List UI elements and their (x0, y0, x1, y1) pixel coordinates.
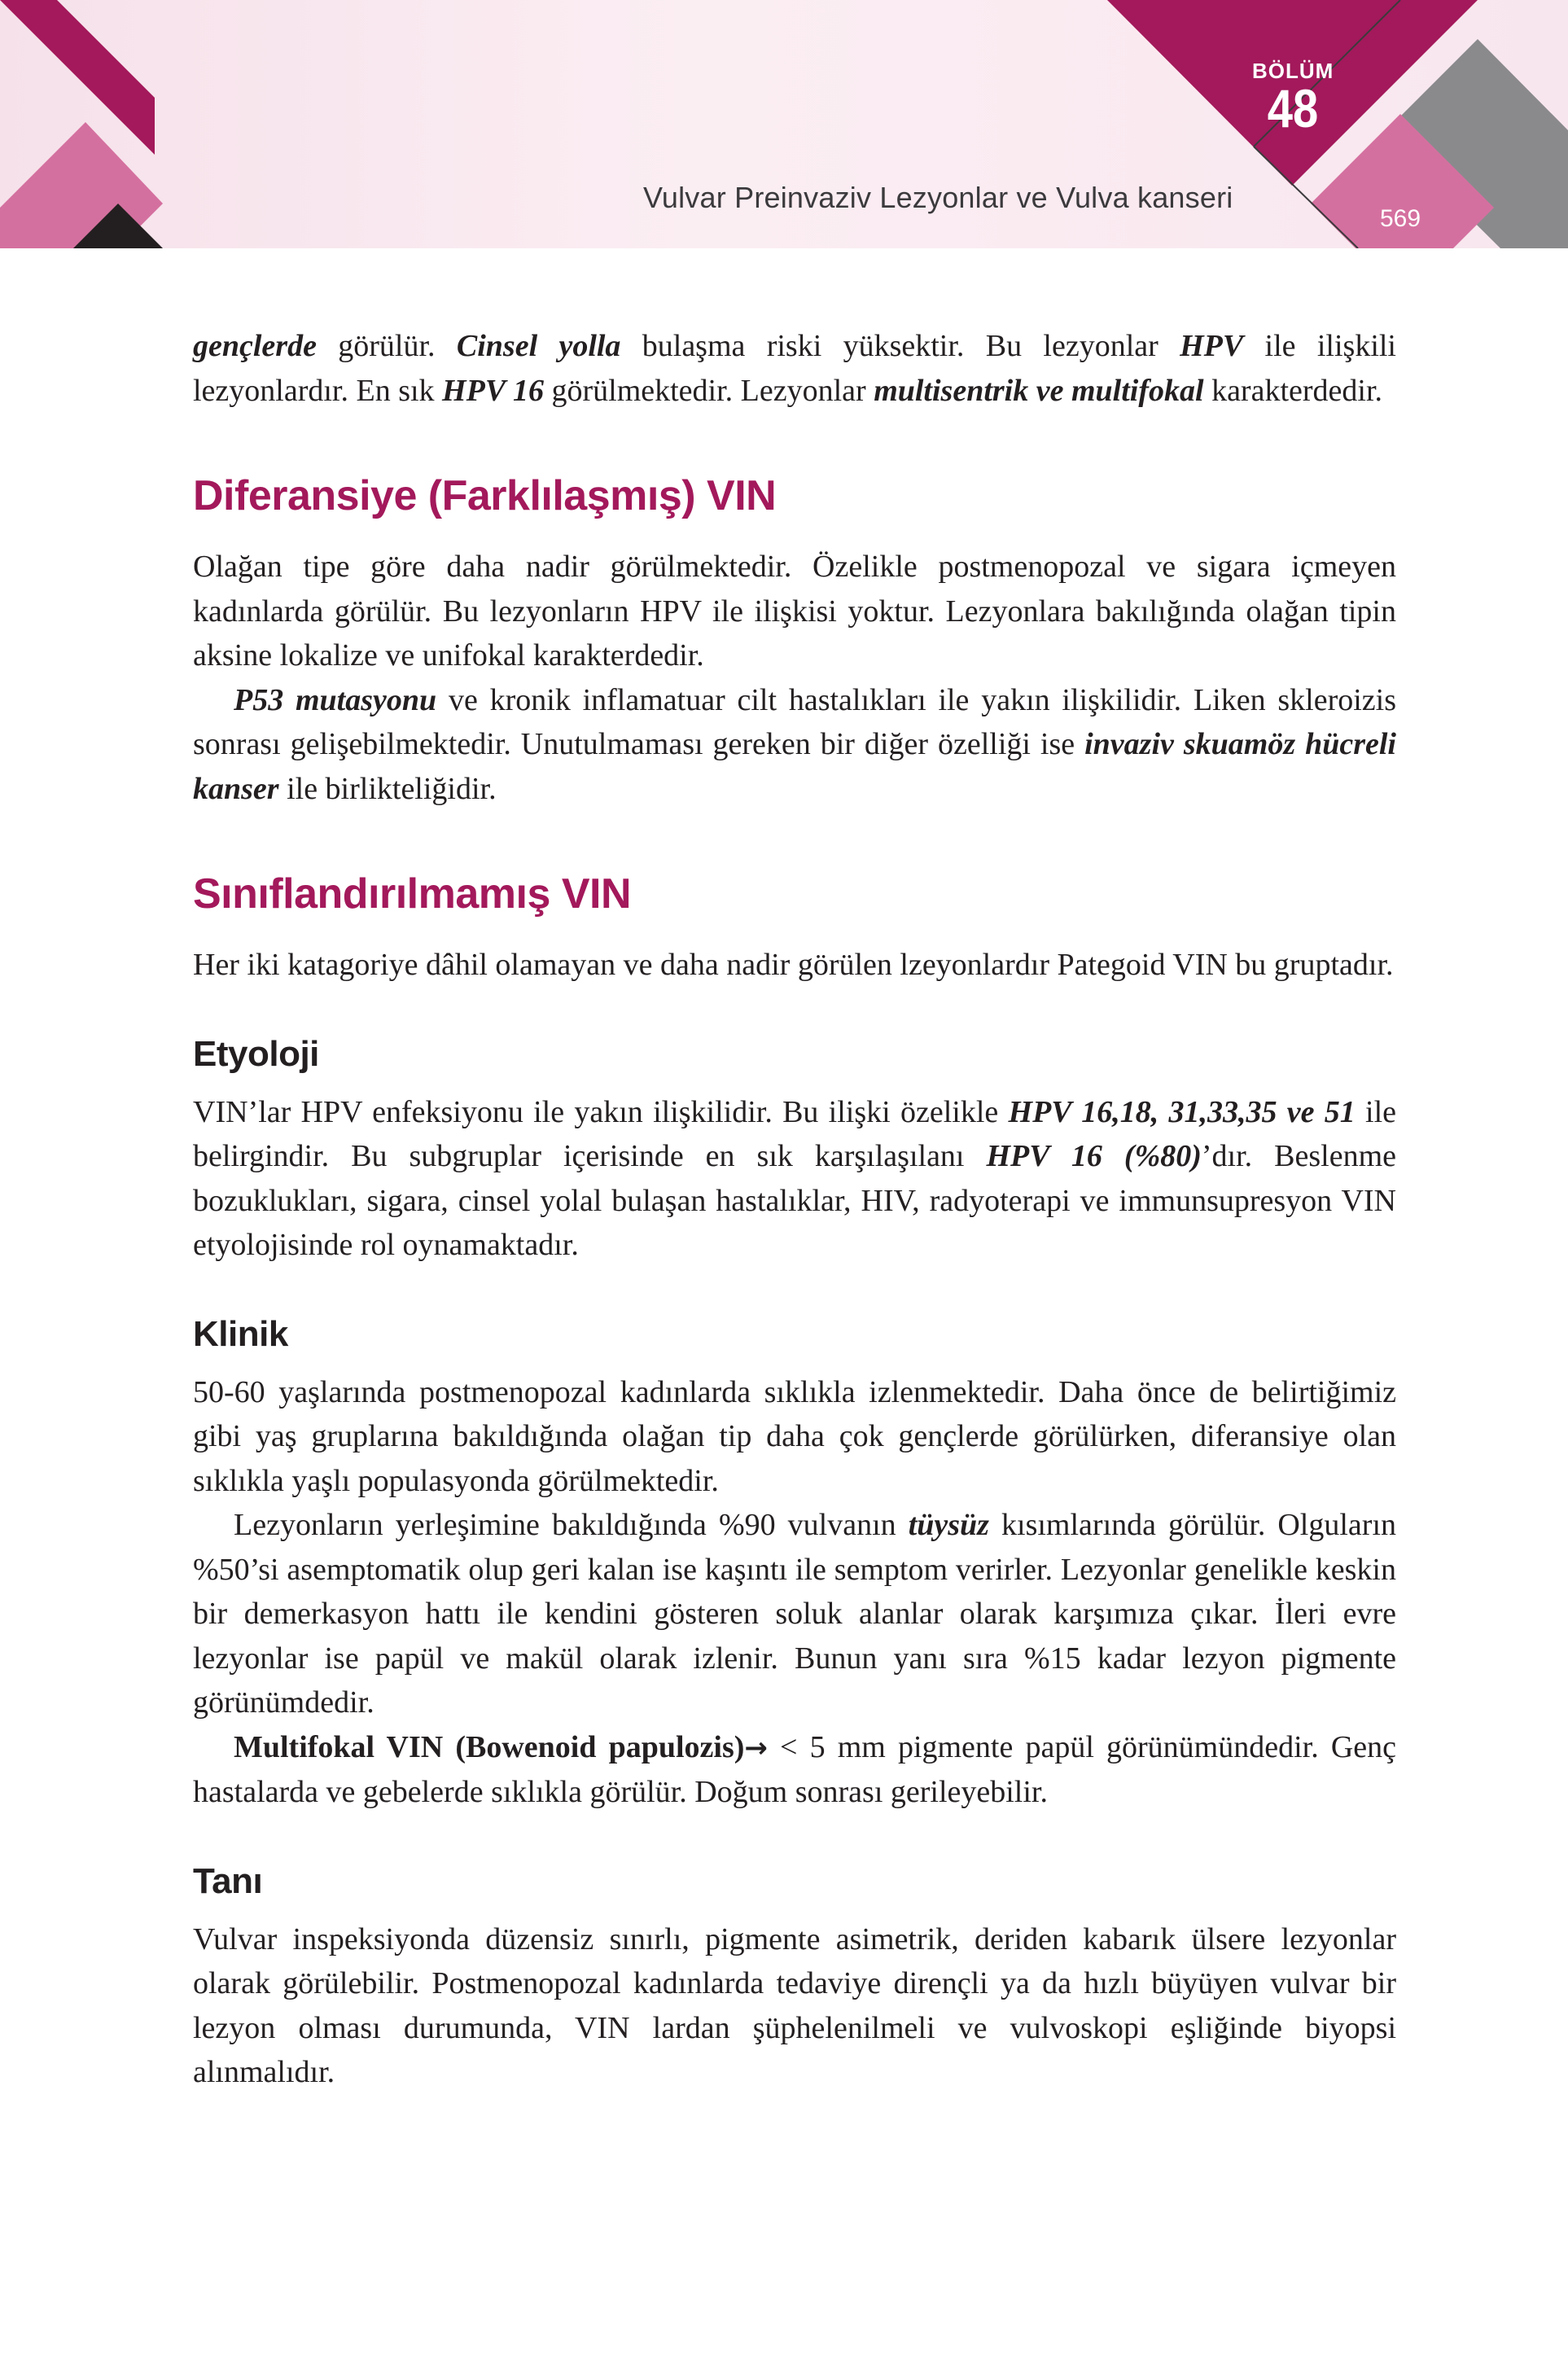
klinik-paragraph-3 (193, 1725, 1396, 1815)
text-run: kısımlarında görülür. Olguların %50’si asemptomatik olup geri kalan ise kaşıntı ile semptom verirler. Lezyonlar genelikle keskin bir demerkasyon hattı ile kendini gösteren soluk alanlar olarak karşımıza çıkar. İleri evre lezyonlar ise papül ve makül olarak izlenir. Bunun yanı sıra %15 kadar lezyon pigmente görünümdedir. (193, 1508, 1396, 1720)
siniflandirilmamis-paragraph: Her iki katagoriye dâhil olamayan ve daha nadir görülen lzeyonlardır Pategoid VIN bu gruptadır. (193, 948, 1394, 982)
heading-diferansiye-vin: Diferansiye (Farklılaşmış) VIN (193, 472, 777, 519)
page-header (0, 0, 1568, 248)
heading-siniflandirilmamis-vin: Sınıflandırılmamış VIN (193, 870, 632, 918)
etyoloji-paragraph (193, 1090, 1396, 1268)
klinik-paragraph-1: 50-60 yaşlarında postmenopozal kadınlarda sıklıkla izlenmektedir. Daha önce de belirtiğimiz gibi yaş gruplarına bakıldığında olağan tip daha çok gençlerde görülürken, diferansiye olan sıklıkla yaşlı populasyonda görülmektedir. (193, 1374, 1396, 1498)
klinik-paragraph-2 (193, 1503, 1396, 1725)
running-title: Vulvar Preinvaziv Lezyonlar ve Vulva kanseri (643, 181, 1233, 214)
text-emphasis: P53 mutasyonu (234, 682, 437, 717)
diferansiye-paragraph-1: Olağan tipe göre daha nadir görülmektedir. Özelikle postmenopozal ve sigara içmeyen kadınlarda görülür. Bu lezyonların HPV ile ilişkisi yoktur. Lezyonlara bakılığında olağan tipin aksine lokalize ve unifokal karakterdedir. (193, 550, 1396, 673)
text-run: bulaşma riski yüksektir. Bu lezyonlar (620, 329, 1180, 363)
text-run: ve kronik inflamatuar cilt hastalıkları ile yakın ilişkilidir. Liken skleroizis sonrası gelişebilmektedir. Unutulmaması gereken bir diğer özelliği ise (193, 682, 1396, 761)
text-emphasis: HPV (1180, 329, 1244, 363)
text-run: VIN’lar HPV enfeksiyonu ile yakın ilişkilidir. Bu ilişki özelikle (193, 1094, 1009, 1129)
text-emphasis: HPV 16 (%80) (986, 1139, 1202, 1173)
text-run: ’dır. Beslenme bozuklukları, sigara, cinsel yolal bulaşan hastalıklar, HIV, radyoterapi ve immunsupresyon VIN etyolojisinde rol oynamaktadır. (193, 1139, 1397, 1262)
text-run: < 5 mm pigmente papül görünümündedir. Genç hastalarda ve gebelerde sıklıkla görülür. Doğum sonrası gerileyebilir. (193, 1729, 1396, 1809)
text-run: ile birlikteliğidir. (278, 771, 497, 806)
heading-etyoloji: Etyoloji (193, 1033, 319, 1074)
text-emphasis: Cinsel yolla (456, 329, 621, 363)
heading-tani: Tanı (193, 1860, 263, 1901)
text-emphasis: gençlerde (193, 329, 317, 363)
text-run: ile belirgindir. Bu subgruplar içerisinde en sık karşılaşılanı (193, 1094, 1396, 1173)
text-run: görülmektedir. Lezyonlar (543, 373, 874, 408)
text-emphasis: HPV 16,18, 31,33,35 ve 51 (1008, 1094, 1356, 1129)
heading-klinik: Klinik (193, 1313, 288, 1354)
diferansiye-paragraph-2 (193, 678, 1396, 812)
page-number: 569 (1379, 205, 1421, 232)
page-content (193, 324, 1396, 2095)
text-emphasis: tüysüz (908, 1508, 989, 1542)
text-strong: Multifokal VIN (Bowenoid papulozis) (234, 1729, 745, 1764)
text-run: görülür. (316, 329, 457, 363)
text-run: Lezyonların yerleşimine bakıldığında %90 vulvanın (234, 1508, 909, 1542)
text-emphasis: HPV 16 (442, 373, 544, 408)
chapter-number: 48 (1267, 78, 1319, 138)
text-emphasis: multisentrik ve multifokal (874, 373, 1204, 408)
text-run: karakterdedir. (1203, 373, 1383, 408)
text-run: ile ilişkili lezyonlardır. En sık (193, 329, 1396, 408)
tani-paragraph: Vulvar inspeksiyonda düzensiz sınırlı, pigmente asimetrik, deriden kabarık ülsere lezyonlar olarak görülebilir. Postmenopozal kadınlarda tedaviye dirençli ya da hızlı büyüyen vulvar bir lezyon olması durumunda, VIN lardan şüphelenilmeli ve vulvoskopi eşliğinde biyopsi alınmalıdır. (193, 1921, 1396, 2089)
intro-paragraph (193, 324, 1396, 413)
text-emphasis: invaziv skuamöz hücreli kanser (193, 727, 1396, 806)
arrow-right-icon: → (744, 1731, 768, 1764)
chapter-label: BÖLÜM (1252, 59, 1334, 83)
